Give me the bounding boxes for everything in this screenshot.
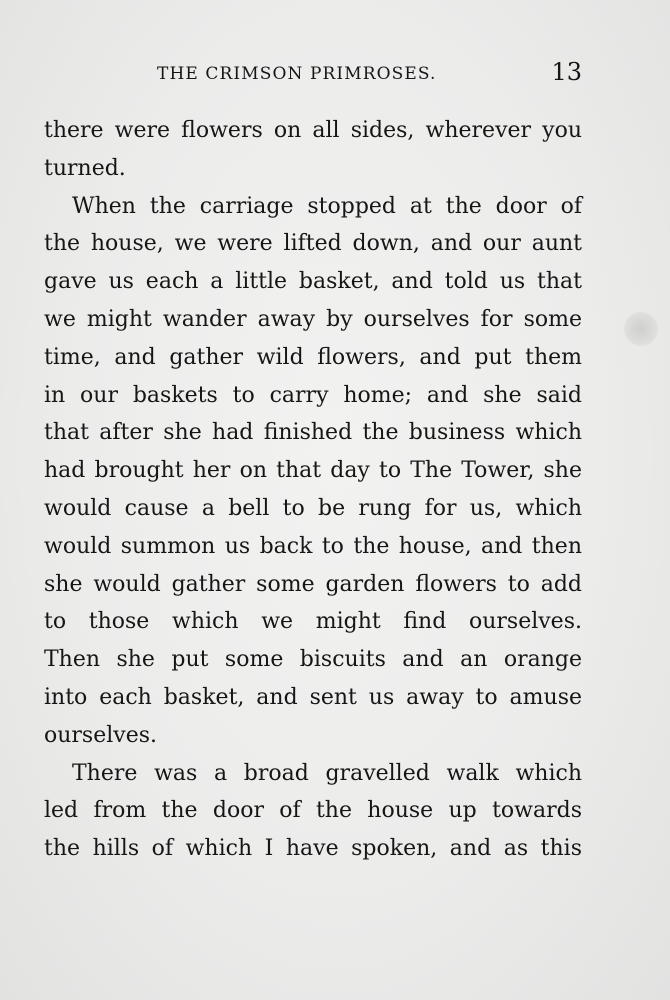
paper-stain: [624, 312, 658, 346]
text-line: had brought her on that day to The Tower, she: [44, 458, 582, 484]
text-line: There was a broad gravelled walk which: [72, 760, 582, 786]
text-line: gave us each a little basket, and told us that: [44, 269, 582, 295]
text-line: would summon us back to the house, and then: [44, 533, 582, 559]
text-line: she would gather some garden flowers to add: [44, 571, 582, 597]
text-line: into each basket, and sent us away to amuse: [44, 684, 582, 710]
text-line: in our baskets to carry home; and she said: [44, 382, 582, 408]
body-text: [44, 112, 582, 868]
text-line: Then she put some biscuits and an orange: [44, 647, 582, 673]
text-line: led from the door of the house up towards: [44, 798, 582, 824]
page-header: [44, 58, 582, 92]
text-line: that after she had finished the business which: [44, 420, 582, 446]
text-line: the house, we were lifted down, and our aunt: [44, 231, 582, 257]
text-line: we might wander away by ourselves for some: [44, 306, 582, 332]
text-line: the hills of which I have spoken, and as this: [44, 836, 582, 862]
text-line: ourselves.: [44, 722, 158, 748]
text-line: turned.: [44, 155, 126, 181]
text-line: to those which we might find ourselves.: [44, 609, 582, 635]
text-line: would cause a bell to be rung for us, which: [44, 495, 582, 521]
text-line: there were flowers on all sides, wherever you: [44, 118, 582, 143]
text-line: time, and gather wild flowers, and put them: [44, 344, 582, 370]
text-line: When the carriage stopped at the door of: [72, 193, 582, 219]
page-number: 13: [551, 58, 582, 86]
running-head: THE CRIMSON PRIMROSES.: [157, 64, 437, 84]
